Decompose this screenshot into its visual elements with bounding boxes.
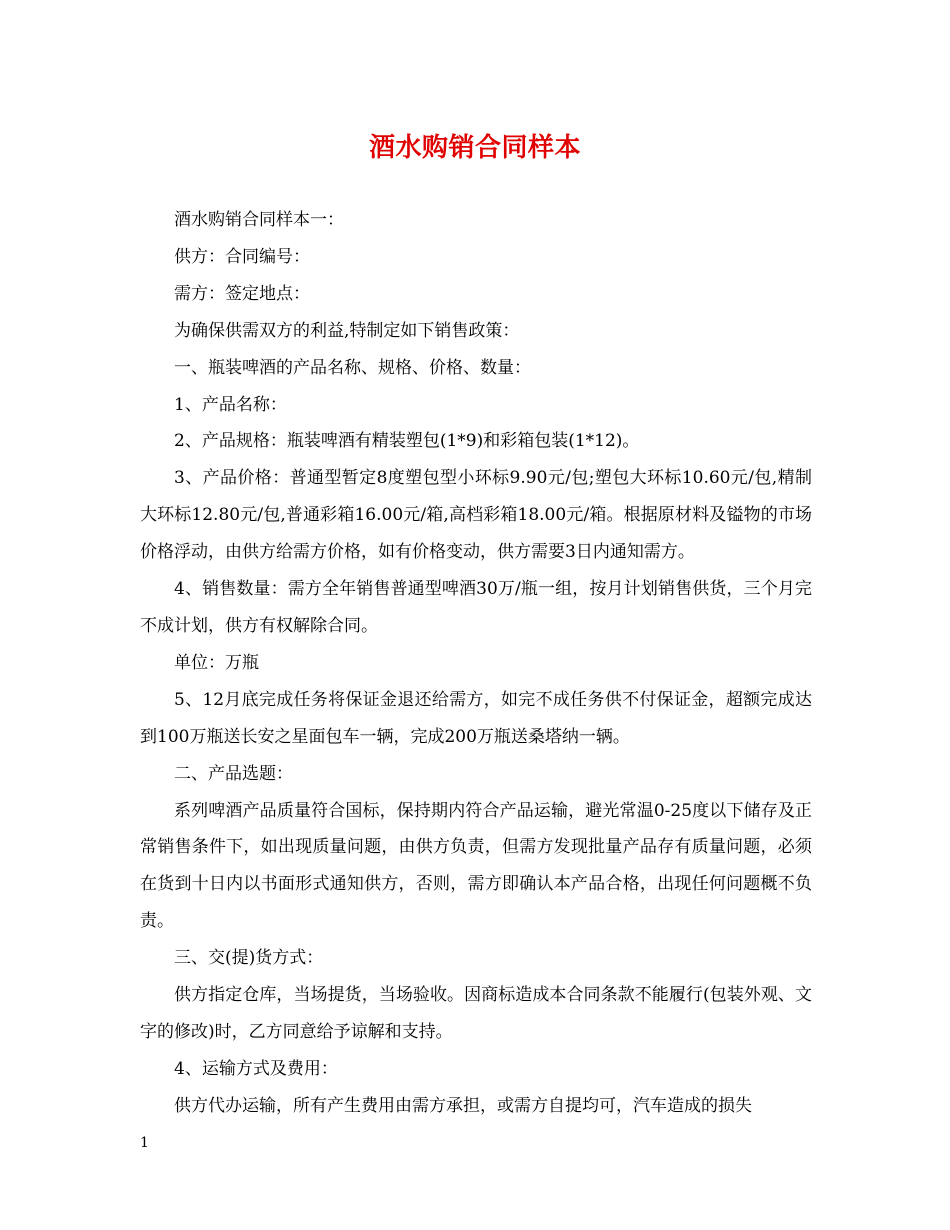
paragraph: 单位：万瓶: [174, 652, 259, 673]
paragraph: 5、12月底完成任务将保证金退还给需方，如完不成任务供不付保证金，超额完成达到100万瓶送长安之星面包车一辆，完成200万瓶送桑塔纳一辆。: [140, 689, 812, 747]
paragraph: 4、运输方式及费用：: [174, 1058, 338, 1079]
paragraph: 酒水购销合同样本一：: [174, 210, 344, 230]
section-heading: 一、瓶装啤酒的产品名称、规格、价格、数量：: [174, 357, 531, 378]
paragraph: 3、产品价格：普通型暂定8度塑包型小环标9.90元/包;塑包大环标10.60元/包,精制大环标12.80元/包,普通彩箱16.00元/箱,高档彩箱18.00元/箱。根据原材料及镒物的市场价格浮动，由供方给需方价格，如有价格变动，供方需要3日内通知需方。: [140, 468, 812, 563]
section-heading: 二、产品选题：: [174, 763, 293, 784]
document-body: [140, 202, 812, 1125]
paragraph: 为确保供需双方的利益,特制定如下销售政策：: [174, 320, 520, 341]
paragraph: 需方：签定地点：: [174, 283, 310, 304]
section-heading: 三、交(提)货方式：: [174, 948, 324, 969]
document-title: 酒水购销合同样本: [368, 133, 581, 163]
paragraph: 1、产品名称：: [174, 394, 287, 415]
paragraph: 供方代办运输，所有产生费用由需方承担，或需方自提均可，汽车造成的损失: [174, 1095, 752, 1116]
paragraph: 供方指定仓库，当场提货，当场验收。因商标造成本合同条款不能履行(包装外观、文字的修改)时，乙方同意给予谅解和支持。: [140, 985, 812, 1042]
paragraph: 系列啤酒产品质量符合国标，保持期内符合产品运输，避光常温0-25度以下储存及正常销售条件下，如出现质量问题，由供方负责，但需方发现批量产品存有质量问题，必须在货到十日内以书面形式通知供方，否则，需方即确认本产品合格，出现任何问题概不负责。: [140, 800, 812, 932]
page-number: 1: [140, 1135, 149, 1151]
paragraph: 2、产品规格：瓶装啤酒有精装塑包(1*9)和彩箱包装(1*12)。: [174, 431, 640, 452]
paragraph: 4、销售数量：需方全年销售普通型啤酒30万/瓶一组，按月计划销售供货，三个月完不成计划，供方有权解除合同。: [140, 579, 812, 636]
paragraph: 供方：合同编号：: [174, 246, 310, 267]
